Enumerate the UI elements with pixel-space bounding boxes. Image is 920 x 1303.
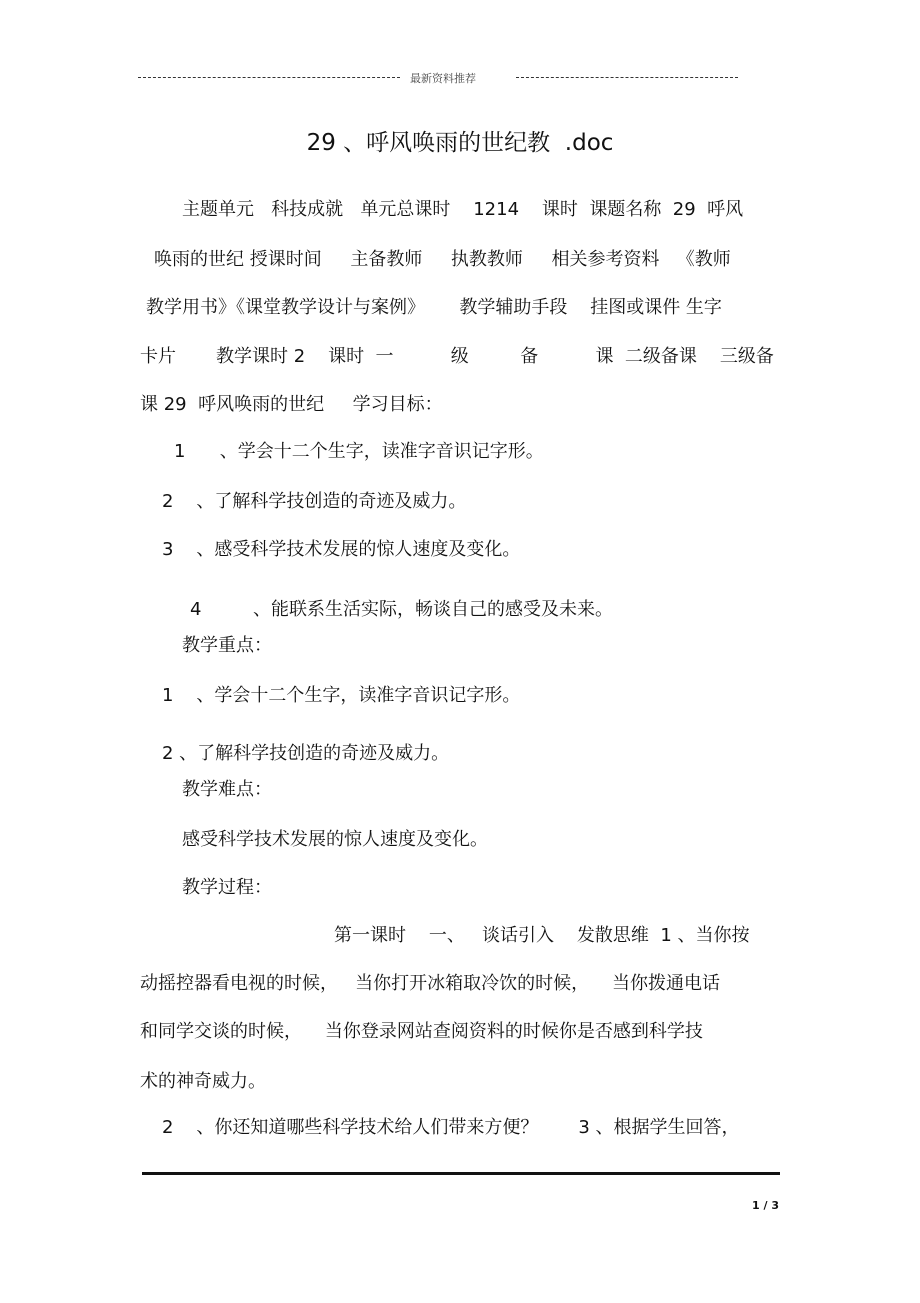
page-number: 1 / 3 xyxy=(752,1199,779,1212)
section-heading-key-points: 教学重点： xyxy=(182,635,272,656)
body-line: 2 、你还知道哪些科学技术给人们带来方便？ 3 、根据学生回答， xyxy=(162,1117,740,1138)
key-point-2: 2 、了解科学技创造的奇迹及威力。 xyxy=(162,743,450,764)
body-line: 动摇控器看电视的时候， 当你打开冰箱取冷饮的时候， 当你拨通电话 xyxy=(140,973,721,994)
header-dashed-line-right xyxy=(516,77,738,78)
difficulty-text: 感受科学技术发展的惊人速度及变化。 xyxy=(182,829,488,850)
objective-3: 3 、感受科学技术发展的惊人速度及变化。 xyxy=(162,539,521,560)
objective-1: 1 、学会十二个生字，读准字音识记字形。 xyxy=(174,441,544,462)
objective-4: 4 、能联系生活实际，畅谈自己的感受及未来。 xyxy=(190,599,613,620)
body-line: 和同学交谈的时候， 当你登录网站查阅资料的时候你是否感到科学技 xyxy=(140,1021,703,1042)
page-header xyxy=(138,70,782,86)
body-line: 主题单元 科技成就 单元总课时 1214 课时 课题名称 29 呼风 xyxy=(182,199,744,220)
header-dashed-line-left xyxy=(138,77,400,78)
section-heading-process: 教学过程： xyxy=(182,877,272,898)
key-point-1: 1 、学会十二个生字，读准字音识记字形。 xyxy=(162,685,521,706)
header-text: 最新资料推荐 xyxy=(410,72,476,85)
body-line: 第一课时 一、 谈话引入 发散思维 1 、当你按 xyxy=(334,925,750,946)
body-line: 教学用书》《课堂教学设计与案例》 教学辅助手段 挂图或课件 生字 xyxy=(146,297,722,318)
section-heading-difficulties: 教学难点： xyxy=(182,779,272,800)
body-line: 课 29 呼风唤雨的世纪 学习目标： xyxy=(140,394,443,415)
footer-rule xyxy=(142,1172,780,1175)
body-line: 卡片 教学课时 2 课时 一 级 备 课 二级备课 三级备 xyxy=(140,346,774,367)
document-title: 29 、呼风唤雨的世纪教 .doc xyxy=(306,130,614,156)
body-line: 术的神奇威力。 xyxy=(140,1071,266,1092)
body-line: 唤雨的世纪 授课时间 主备教师 执教教师 相关参考资料 《教师 xyxy=(154,249,731,270)
objective-2: 2 、了解科学技创造的奇迹及威力。 xyxy=(162,491,467,512)
